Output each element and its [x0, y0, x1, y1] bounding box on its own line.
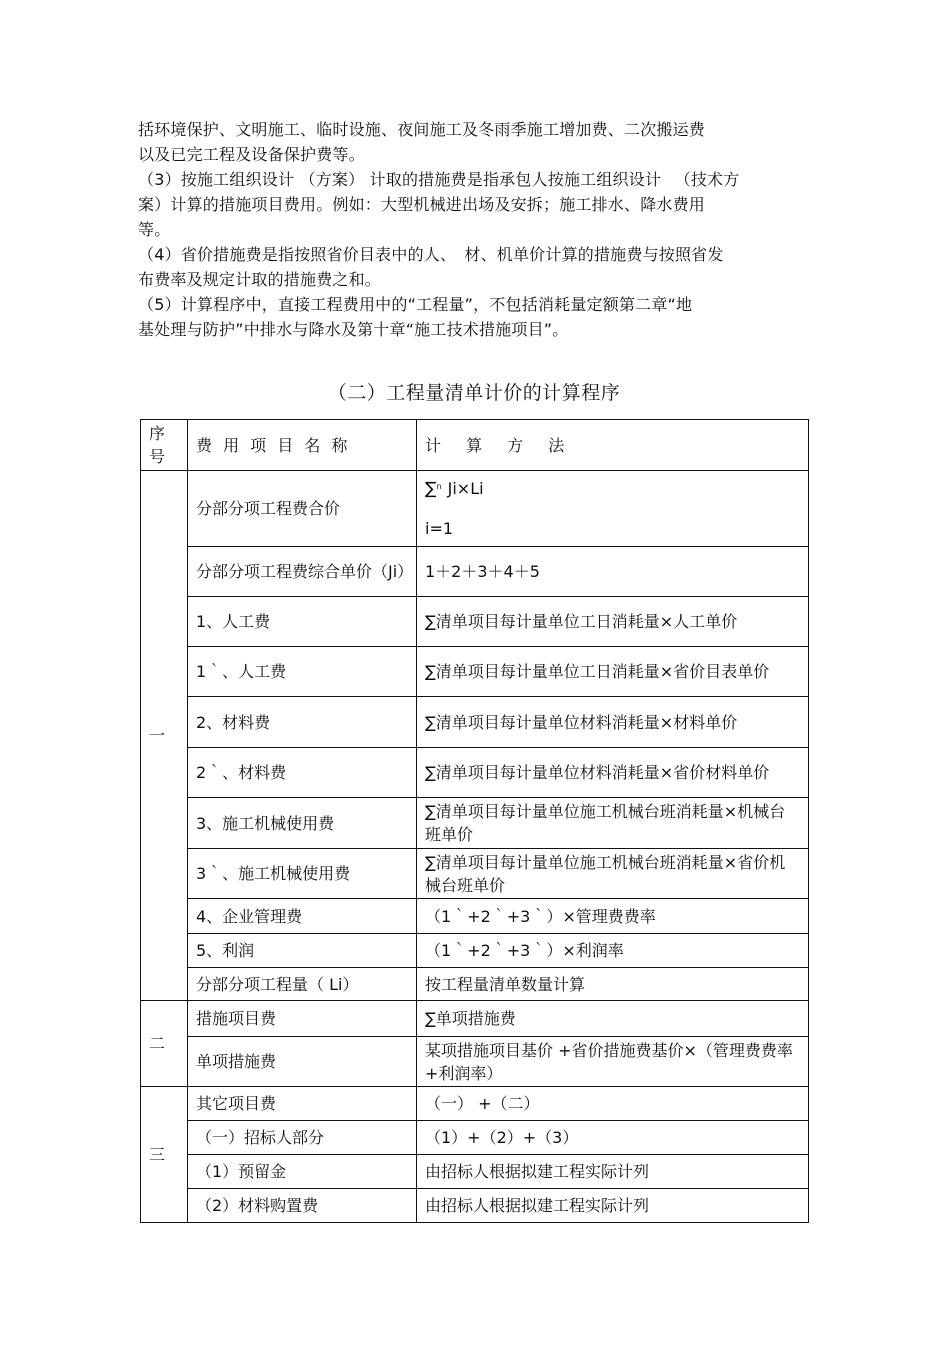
- row-method: （1）+（2）+（3）: [417, 1121, 809, 1155]
- row-method: 某项措施项目基价 +省价措施费基价×（管理费费率 +利润率）: [417, 1037, 809, 1087]
- row-name: 分部分项工程费合价: [188, 471, 417, 547]
- table-header-row: [141, 420, 809, 471]
- table-row: [141, 697, 809, 748]
- intro-line: （5）计算程序中，直接工程费用中的“工程量”，不包括消耗量定额第二章“地: [138, 295, 693, 314]
- row-method: （1｀+2｀+3｀）×利润率: [417, 934, 809, 968]
- row-name: 其它项目费: [188, 1087, 417, 1121]
- row-method: ∑清单项目每计量单位工日消耗量×人工单价: [417, 597, 809, 647]
- header-method: 计 算 方 法: [417, 420, 809, 471]
- row-method: 由招标人根据拟建工程实际计列: [417, 1155, 809, 1189]
- row-method: ∑清单项目每计量单位材料消耗量×省价材料单价: [417, 748, 809, 798]
- section-title: （二）工程量清单计价的计算程序: [327, 382, 621, 404]
- intro-line: （4）省价措施费是指按照省价目表中的人、 材、机单价计算的措施费与按照省发: [138, 245, 724, 264]
- row-method: [417, 471, 809, 547]
- group-seq: 一: [141, 471, 188, 1001]
- row-method: 1＋2＋3＋4＋5: [417, 547, 809, 597]
- table-row: [141, 1121, 809, 1155]
- sum-upper-limit: n: [436, 481, 442, 491]
- row-name: 4、企业管理费: [188, 899, 417, 934]
- row-name: 措施项目费: [188, 1001, 417, 1037]
- row-name: 1｀、人工费: [188, 647, 417, 697]
- table-row: [141, 748, 809, 798]
- header-name: 费 用 项 目 名 称: [188, 420, 417, 471]
- row-name: （1）预留金: [188, 1155, 417, 1189]
- table-row: [141, 597, 809, 647]
- row-name: 单项措施费: [188, 1037, 417, 1087]
- table-row: [141, 1037, 809, 1087]
- intro-line: 案）计算的措施项目费用。例如：大型机械进出场及安拆；施工排水、降水费用: [138, 195, 706, 214]
- row-name: 分部分项工程费综合单价（Ji）: [188, 547, 417, 597]
- table-row: [141, 647, 809, 697]
- sum-expression: Ji×Li: [442, 478, 484, 498]
- row-name: （一）招标人部分: [188, 1121, 417, 1155]
- calculation-table: [140, 419, 809, 1223]
- row-method: ∑单项措施费: [417, 1001, 809, 1037]
- group-seq: 三: [141, 1087, 188, 1223]
- intro-line: 基处理与防护”中排水与降水及第十章“施工技术措施项目”。: [138, 320, 569, 339]
- table-row: [141, 899, 809, 934]
- table-row: [141, 849, 809, 899]
- row-name: 2｀、材料费: [188, 748, 417, 798]
- intro-line: 等。: [138, 220, 171, 239]
- intro-line: 以及已完工程及设备保护费等。: [138, 145, 365, 164]
- table-row: [141, 471, 809, 547]
- row-name: 分部分项工程量（ Li）: [188, 968, 417, 1001]
- intro-line: 布费率及规定计取的措施费之和。: [138, 270, 382, 289]
- row-method: ∑清单项目每计量单位施工机械台班消耗量×机械台班单价: [417, 798, 809, 849]
- header-seq: 序号: [141, 420, 188, 471]
- row-method: ∑清单项目每计量单位施工机械台班消耗量×省价机械台班单价: [417, 849, 809, 899]
- table-row: [141, 968, 809, 1001]
- table-row: [141, 1189, 809, 1223]
- row-name: 5、利润: [188, 934, 417, 968]
- sum-lower-limit: i=1: [425, 518, 454, 538]
- table-row: [141, 547, 809, 597]
- intro-line: 括环境保护、文明施工、临时设施、夜间施工及冬雨季施工增加费、二次搬运费: [138, 120, 706, 139]
- row-name: 2、材料费: [188, 697, 417, 748]
- row-method: 按工程量清单数量计算: [417, 968, 809, 1001]
- row-name: 3｀、施工机械使用费: [188, 849, 417, 899]
- table-row: [141, 934, 809, 968]
- row-name: （2）材料购置费: [188, 1189, 417, 1223]
- row-method: 由招标人根据拟建工程实际计列: [417, 1189, 809, 1223]
- group-seq: 二: [141, 1001, 188, 1087]
- row-name: 3、施工机械使用费: [188, 798, 417, 849]
- row-method: ∑清单项目每计量单位材料消耗量×材料单价: [417, 697, 809, 748]
- intro-paragraph: [138, 117, 810, 342]
- sum-symbol: ∑: [425, 478, 437, 499]
- table-row: [141, 798, 809, 849]
- intro-line: （3）按施工组织设计 （方案） 计取的措施费是指承包人按施工组织设计 （技术方: [138, 170, 740, 189]
- table-row: [141, 1001, 809, 1037]
- row-method: （1｀+2｀+3｀）×管理费费率: [417, 899, 809, 934]
- table-row: [141, 1087, 809, 1121]
- table-row: [141, 1155, 809, 1189]
- row-method: （一） +（二）: [417, 1087, 809, 1121]
- row-method: ∑清单项目每计量单位工日消耗量×省价目表单价: [417, 647, 809, 697]
- row-name: 1、人工费: [188, 597, 417, 647]
